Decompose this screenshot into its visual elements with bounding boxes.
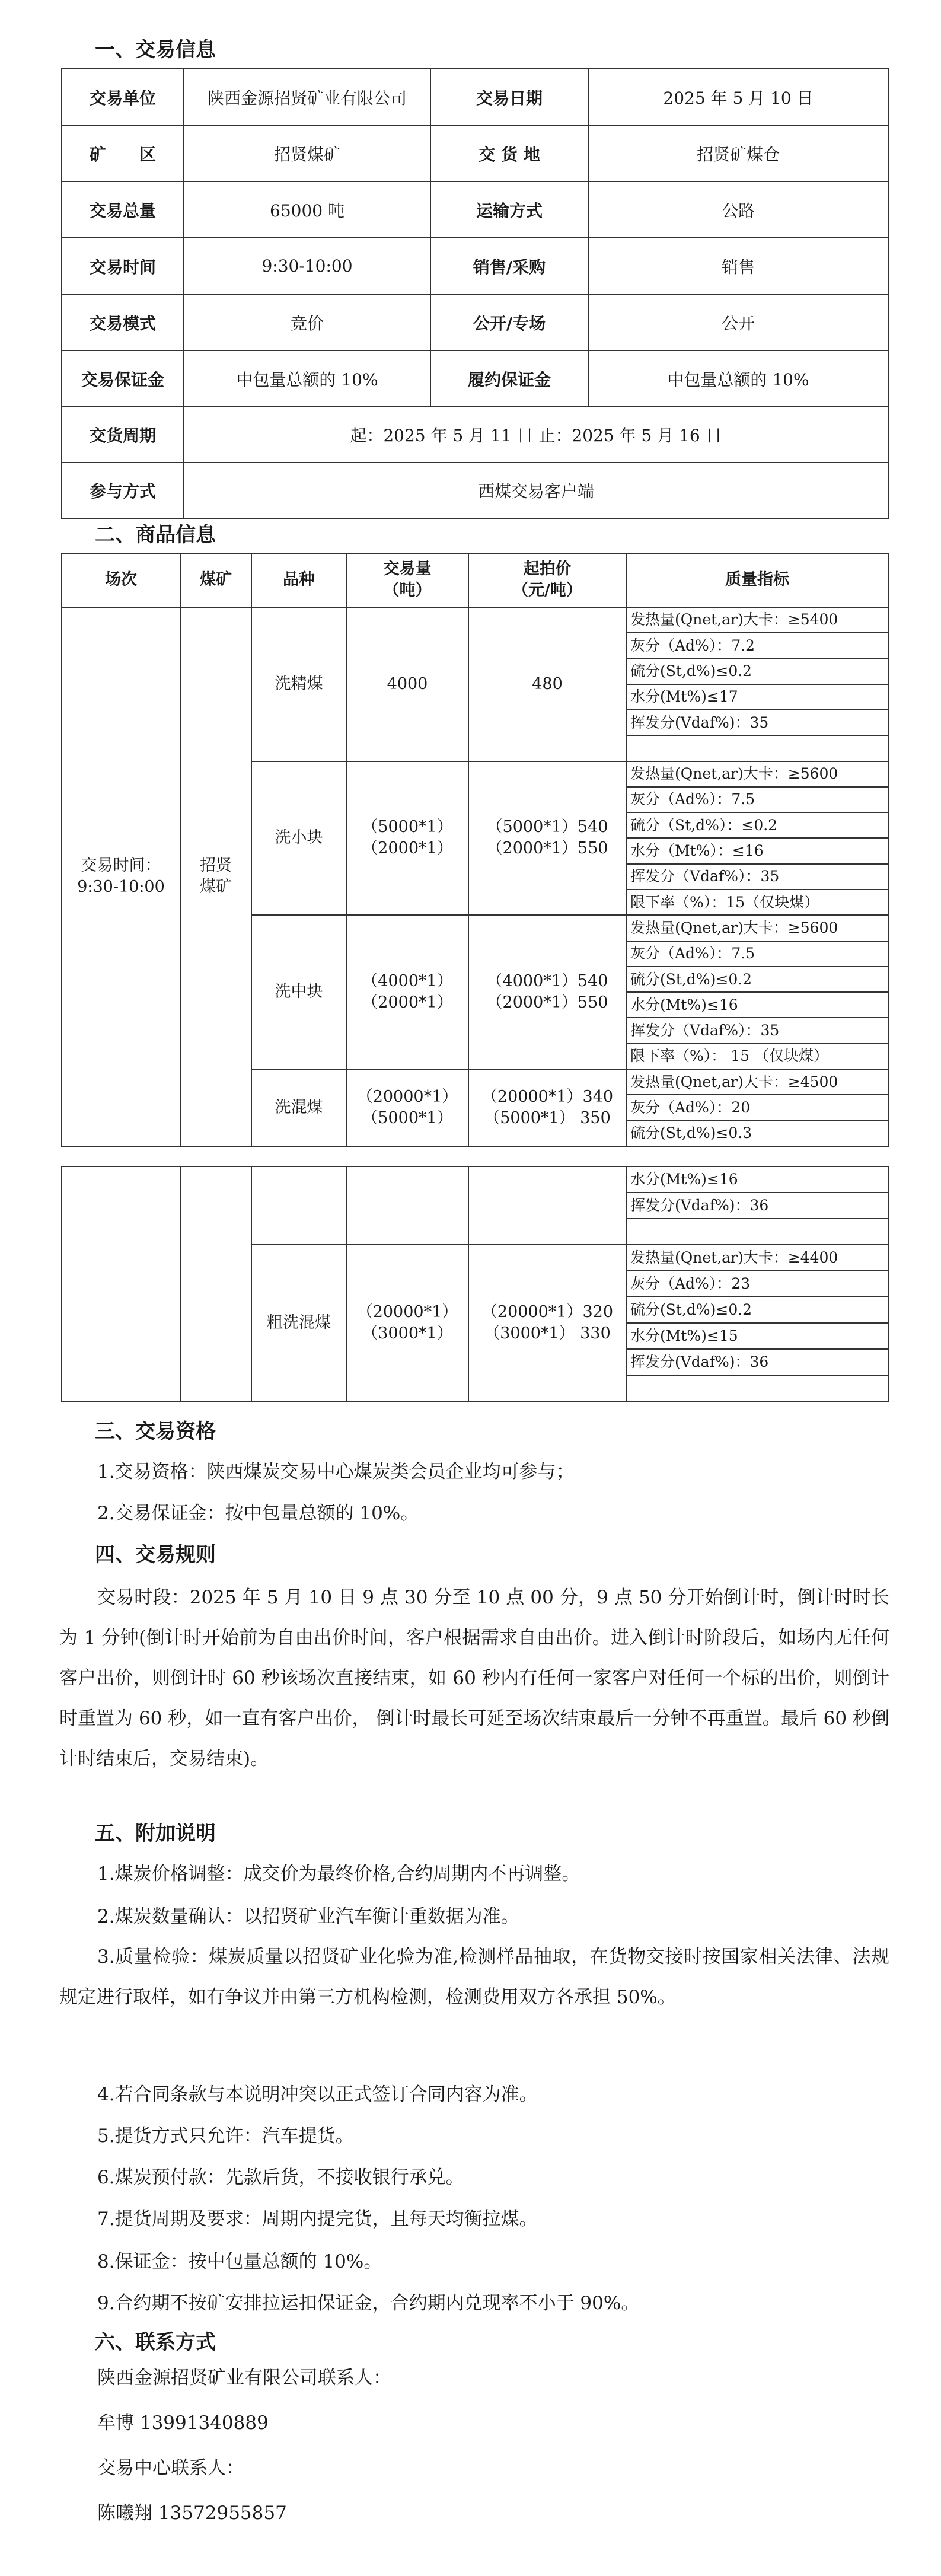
variety-name: 粗洗混煤 bbox=[251, 1245, 346, 1401]
eligibility-line: 2.交易保证金：按中包量总额的 10%。 bbox=[97, 1503, 419, 1524]
rules-paragraph: 交易时段：2025 年 5 月 10 日 9 点 30 分至 10 点 00 分，9 点 50 分开始倒计时，倒计时时长为 1 分钟(倒计时开始前为自由出价时间，客户根据需求自由出价。进入倒计时阶段后，如场内无任何客户出价，则倒计时 60 秒该场次直接结束，如 60 秒内有任何一家客户对任何一个标的出价，则倒计时重置为 60 秒，如一直有客户出价， 倒计时最长可延至场次结束最后一分钟不再重置。最后 60 秒倒计时结束后，交易结束)。 bbox=[59, 1587, 889, 1770]
label-mine: 矿 区 bbox=[62, 125, 184, 181]
variety-price: （20000*1）340 （5000*1） 350 bbox=[468, 1069, 626, 1146]
variety-volume: （4000*1） （2000*1） bbox=[346, 915, 468, 1069]
note-line: 7.提货周期及要求：周期内提完货，且每天均衡拉煤。 bbox=[97, 2208, 538, 2230]
quality-item: 限下率（%）：15（仅块煤） bbox=[626, 890, 888, 915]
quality-item bbox=[626, 1375, 888, 1401]
value-performance-deposit: 中包量总额的 10% bbox=[588, 350, 888, 407]
label-method: 参与方式 bbox=[62, 463, 184, 518]
mine-name: 招贤 煤矿 bbox=[180, 607, 251, 1146]
quality-item: 硫分(St,d%)≤0.2 bbox=[626, 1297, 888, 1323]
quality-item: 水分(Mt%)≤16 bbox=[626, 992, 888, 1018]
label-period: 交货周期 bbox=[62, 407, 184, 463]
session-cell-continued bbox=[62, 1166, 180, 1401]
label-mode: 交易模式 bbox=[62, 294, 184, 350]
variety-volume: 4000 bbox=[346, 607, 468, 761]
label-unit: 交易单位 bbox=[62, 69, 184, 125]
label-time: 交易时间 bbox=[62, 238, 184, 294]
label-performance-deposit: 履约保证金 bbox=[430, 350, 588, 407]
quality-item: 水分(Mt%)≤15 bbox=[626, 1323, 888, 1349]
quality-item: 硫分(St,d%)≤0.2 bbox=[626, 967, 888, 992]
section-title-eligibility: 三、交易资格 bbox=[95, 1420, 216, 1443]
quality-item: 挥发分（Vdaf%）：35 bbox=[626, 864, 888, 890]
variety-price: （4000*1）540 （2000*1）550 bbox=[468, 915, 626, 1069]
quality-item: 灰分（Ad%）：7.5 bbox=[626, 941, 888, 967]
variety-name: 洗精煤 bbox=[251, 607, 346, 761]
contact-line: 交易中心联系人： bbox=[97, 2457, 244, 2479]
quality-item: 发热量(Qnet,ar)大卡：≥5600 bbox=[626, 915, 888, 941]
note-line: 5.提货方式只允许：汽车提货。 bbox=[97, 2125, 354, 2147]
variety-volume: （5000*1） （2000*1） bbox=[346, 761, 468, 916]
quality-item: 水分(Mt%)≤17 bbox=[626, 684, 888, 710]
label-total: 交易总量 bbox=[62, 181, 184, 238]
goods-table-continued bbox=[61, 1166, 889, 1402]
quality-item bbox=[626, 1219, 888, 1245]
variety-name: 洗中块 bbox=[251, 915, 346, 1069]
label-place: 交 货 地 bbox=[430, 125, 588, 181]
label-sale: 销售/采购 bbox=[430, 238, 588, 294]
value-total: 65000 吨 bbox=[184, 181, 430, 238]
price-cell-continued bbox=[468, 1166, 626, 1245]
value-unit: 陕西金源招贤矿业有限公司 bbox=[184, 69, 430, 125]
header-volume: 交易量 （吨） bbox=[346, 553, 468, 607]
header-price: 起拍价 （元/吨） bbox=[468, 553, 626, 607]
section-title-notes: 五、附加说明 bbox=[95, 1822, 216, 1845]
value-open: 公开 bbox=[588, 294, 888, 350]
note-line: 6.煤炭预付款：先款后货，不接收银行承兑。 bbox=[97, 2167, 464, 2188]
value-date: 2025 年 5 月 10 日 bbox=[588, 69, 888, 125]
contact-line: 陕西金源招贤矿业有限公司联系人： bbox=[97, 2367, 391, 2389]
quality-item: 硫分（St,d%）：≤0.2 bbox=[626, 812, 888, 838]
note-line: 2.煤炭数量确认：以招贤矿业汽车衡计重数据为准。 bbox=[97, 1906, 519, 1927]
quality-item: 挥发分(Vdaf%)：35 bbox=[626, 710, 888, 735]
quality-item: 发热量(Qnet,ar)大卡：≥4500 bbox=[626, 1069, 888, 1095]
contact-line: 牟博 13991340889 bbox=[97, 2412, 269, 2434]
quality-item: 硫分(St,d%)≤0.3 bbox=[626, 1121, 888, 1146]
label-open: 公开/专场 bbox=[430, 294, 588, 350]
note-line: 9.合约期不按矿安排拉运扣保证金，合约期内兑现率不小于 90%。 bbox=[97, 2293, 640, 2314]
quality-item: 发热量(Qnet,ar)大卡：≥5400 bbox=[626, 607, 888, 633]
trade-info-table bbox=[61, 68, 889, 519]
header-mine: 煤矿 bbox=[180, 553, 251, 607]
value-mine: 招贤煤矿 bbox=[184, 125, 430, 181]
eligibility-line: 1.交易资格：陕西煤炭交易中心煤炭类会员企业均可参与； bbox=[97, 1461, 575, 1483]
header-session: 场次 bbox=[62, 553, 180, 607]
variety-volume: （20000*1） （5000*1） bbox=[346, 1069, 468, 1146]
note-line: 1.煤炭价格调整：成交价为最终价格,合约周期内不再调整。 bbox=[97, 1863, 580, 1885]
variety-volume: （20000*1） （3000*1） bbox=[346, 1245, 468, 1401]
mine-cell-continued bbox=[180, 1166, 251, 1401]
quality-item: 灰分（Ad%）：7.2 bbox=[626, 633, 888, 658]
quality-item: 限下率（%）： 15 （仅块煤） bbox=[626, 1044, 888, 1069]
session-time: 交易时间： 9:30-10:00 bbox=[62, 607, 180, 1146]
value-deposit: 中包量总额的 10% bbox=[184, 350, 430, 407]
quality-item: 水分(Mt%)≤16 bbox=[626, 1166, 888, 1193]
section-title-rules: 四、交易规则 bbox=[95, 1543, 216, 1567]
label-transport: 运输方式 bbox=[430, 181, 588, 238]
value-transport: 公路 bbox=[588, 181, 888, 238]
quality-item: 灰分（Ad%）：7.5 bbox=[626, 787, 888, 812]
variety-cell-continued bbox=[251, 1166, 346, 1245]
value-place: 招贤矿煤仓 bbox=[588, 125, 888, 181]
section-title-goods-info: 二、商品信息 bbox=[95, 523, 216, 547]
value-method: 西煤交易客户端 bbox=[184, 463, 888, 518]
quality-item: 发热量(Qnet,ar)大卡：≥5600 bbox=[626, 761, 888, 787]
quality-item: 灰分（Ad%）：20 bbox=[626, 1095, 888, 1120]
variety-name: 洗小块 bbox=[251, 761, 346, 916]
value-time: 9:30-10:00 bbox=[184, 238, 430, 294]
note-line: 4.若合同条款与本说明冲突以正式签订合同内容为准。 bbox=[97, 2084, 538, 2105]
variety-name: 洗混煤 bbox=[251, 1069, 346, 1146]
header-variety: 品种 bbox=[251, 553, 346, 607]
volume-cell-continued bbox=[346, 1166, 468, 1245]
note-line: 8.保证金：按中包量总额的 10%。 bbox=[97, 2251, 382, 2272]
quality-item: 挥发分（Vdaf%）：35 bbox=[626, 1018, 888, 1043]
contact-line: 陈曦翔 13572955857 bbox=[97, 2502, 287, 2524]
quality-item: 挥发分(Vdaf%)：36 bbox=[626, 1349, 888, 1375]
section-title-contact: 六、联系方式 bbox=[95, 2330, 216, 2354]
variety-price: （5000*1）540 （2000*1）550 bbox=[468, 761, 626, 916]
value-sale: 销售 bbox=[588, 238, 888, 294]
note-paragraph: 3.质量检验：煤炭质量以招贤矿业化验为准,检测样品抽取，在货物交接时按国家相关法律、法规规定进行取样，如有争议并由第三方机构检测，检测费用双方各承担 50%。 bbox=[59, 1946, 889, 2008]
quality-item: 水分（Mt%）：≤16 bbox=[626, 838, 888, 863]
quality-item: 发热量(Qnet,ar)大卡：≥4400 bbox=[626, 1245, 888, 1271]
quality-item: 灰分（Ad%）：23 bbox=[626, 1271, 888, 1297]
section-title-trade-info: 一、交易信息 bbox=[95, 38, 216, 62]
quality-item bbox=[626, 735, 888, 761]
label-deposit: 交易保证金 bbox=[62, 350, 184, 407]
goods-table bbox=[61, 553, 889, 1147]
variety-price: 480 bbox=[468, 607, 626, 761]
value-mode: 竞价 bbox=[184, 294, 430, 350]
header-quality: 质量指标 bbox=[626, 553, 888, 607]
quality-item: 硫分(St,d%)≤0.2 bbox=[626, 658, 888, 684]
variety-price: （20000*1）320 （3000*1） 330 bbox=[468, 1245, 626, 1401]
quality-item: 挥发分(Vdaf%)：36 bbox=[626, 1193, 888, 1219]
label-date: 交易日期 bbox=[430, 69, 588, 125]
value-period: 起：2025 年 5 月 11 日 止：2025 年 5 月 16 日 bbox=[184, 407, 888, 463]
